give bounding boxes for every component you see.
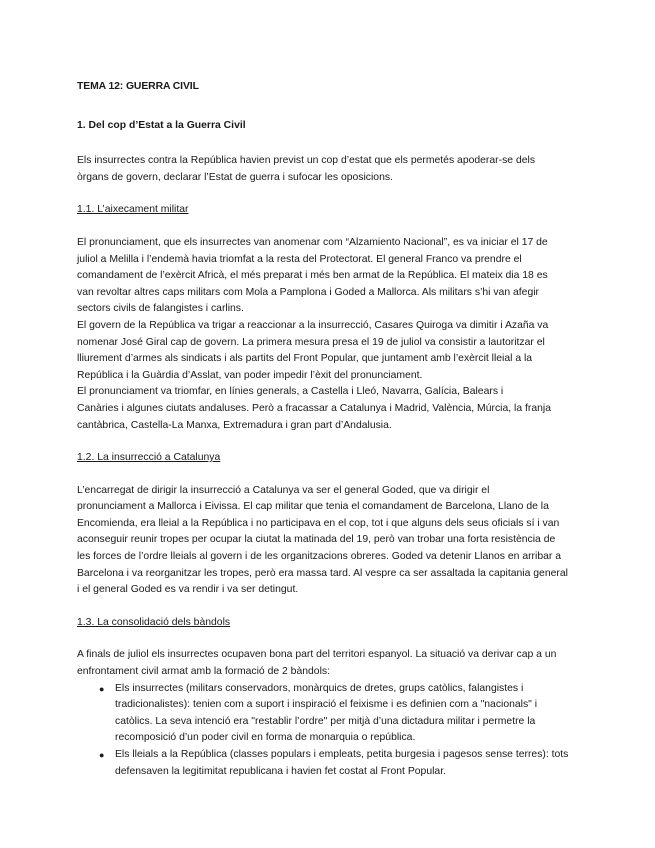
text-line: enfrontament civil armat amb la formació de 2 bàndols: — [77, 666, 330, 678]
subsection-1-1-heading: 1.1. L’aixecament militar — [77, 204, 189, 216]
subsection-1-3-intro — [77, 647, 577, 680]
text-line: van revoltar altres caps militars com Mola a Pamplona i Goded a Mallorca. Als militars s’hi van afegir — [77, 286, 539, 298]
bullet-icon: ● — [99, 750, 105, 760]
subsection-1-2-heading: 1.2. La insurrecció a Catalunya — [77, 452, 221, 464]
text-line: Els lleials a la República (classes populars i empleats, petita burgesia i pagesos sense terres): tots — [115, 749, 569, 760]
text-line: El govern de la República va trigar a reaccionar a la insurrecció, Casares Quiroga va dimitir i Azaña va — [77, 319, 549, 331]
text-line: Els insurrectes (militars conservadors, monàrquics de dretes, grups catòlics, falangistes i — [115, 682, 524, 694]
subsection-1-3-heading: 1.3. La consolidació dels bàndols — [77, 616, 231, 628]
bullet-icon: ● — [99, 683, 105, 694]
text-line: nomenar José Giral cap de govern. La primera mesura presa el 19 de juliol va consistir a lautoritzar el — [77, 336, 545, 348]
text-line: L’encarregat de dirigir la insurrecció a Catalunya va ser el general Goded, que va dirigir el — [77, 484, 490, 496]
text-line: comandament de l’exèrcit Africà, el més preparat i més ben armat de la República. El mateix dia 18 es — [77, 270, 548, 282]
faction-list — [77, 681, 577, 781]
text-line: i el general Goded es va rendir i va ser detingut. — [77, 584, 299, 596]
text-line: les forces de l’ordre lleials al govern i de les organitzacions obreres. Goded va detenir Llanos en arribar a — [77, 551, 562, 563]
text-line: pronunciament a Mallorca i Eivissa. El cap militar que tenia el comandament de Barcelona, Llano de la — [77, 501, 549, 513]
text-line: A finals de juliol els insurrectes ocupaven bona part del territori espanyol. La situació va derivar cap a un — [77, 649, 557, 661]
text-line: Canàries i algunes ciutats andaluses. Però a fracassar a Catalunya i Madrid, València, Múrcia, la franja — [77, 402, 551, 414]
document-title: TEMA 12: GUERRA CIVIL — [77, 81, 199, 92]
text-line: recomposició d’un poder civil en forma de monarquia o república. — [115, 732, 416, 744]
section-1-heading: 1. Del cop d’Estat a la Guerra Civil — [77, 119, 246, 131]
document-page — [77, 79, 577, 780]
text-line: juliol a Melilla i l’endemà havia triomfat a la resta del Protectorat. El general Franco va prendre el — [77, 253, 522, 265]
list-item — [77, 747, 577, 780]
subsection-1-1-body — [77, 235, 577, 434]
text-line: cantàbrica, Castella-La Manxa, Extremadura i gran part d’Andalusia. — [77, 419, 392, 431]
text-line: defensaven la legitimitat republicana i havien fet costat al Front Popular. — [115, 765, 446, 777]
subsection-1-2-body — [77, 483, 577, 599]
text-line: El pronunciament va triomfar, en línies generals, a Castella i Lleó, Navarra, Galícia, Balears i — [77, 386, 504, 398]
text-line: República i la Guàrdia d’Asslat, van poder impedir l’èxit del pronunciament. — [77, 369, 423, 381]
text-line: El pronunciament, que els insurrectes van anomenar com “Alzamiento Nacional”, es va iniciar el 17 de — [77, 236, 548, 248]
section-1-intro — [77, 153, 577, 186]
text-line: sectors civils de falangistes i carlins. — [77, 303, 244, 315]
text-line: Els insurrectes contra la República havien previst un cop d’estat que els permetés apoderar-se dels — [77, 155, 536, 167]
text-line: tradicionalistes): tenien com a suport i inspiració el feixisme i es definien com a "nacionals" i — [115, 699, 538, 711]
text-line: catòlics. La seva intenció era "restablir l’ordre" per mitjà d’una dictadura militar i permetre la — [115, 715, 536, 727]
text-line: Encomienda, era lleial a la República i no participava en el cop, tot i que alguns dels seus oficials sí i van — [77, 517, 560, 529]
text-line: òrgans de govern, declarar l’Estat de guerra i sufocar les oposicions. — [77, 171, 393, 183]
text-line: Barcelona i va reorganitzar les tropes, però era massa tard. Al vespre ca ser assaltada la capitania general — [77, 567, 568, 579]
text-line: aconseguir reunir tropes per ocupar la ciutat la matinada del 19, però van trobar una forta resistència de — [77, 534, 556, 546]
list-item — [77, 681, 577, 747]
text-line: lliurement d’armes als sindicats i als partits del Front Popular, que juntament amb l’exèrcit lleial a la — [77, 353, 533, 365]
